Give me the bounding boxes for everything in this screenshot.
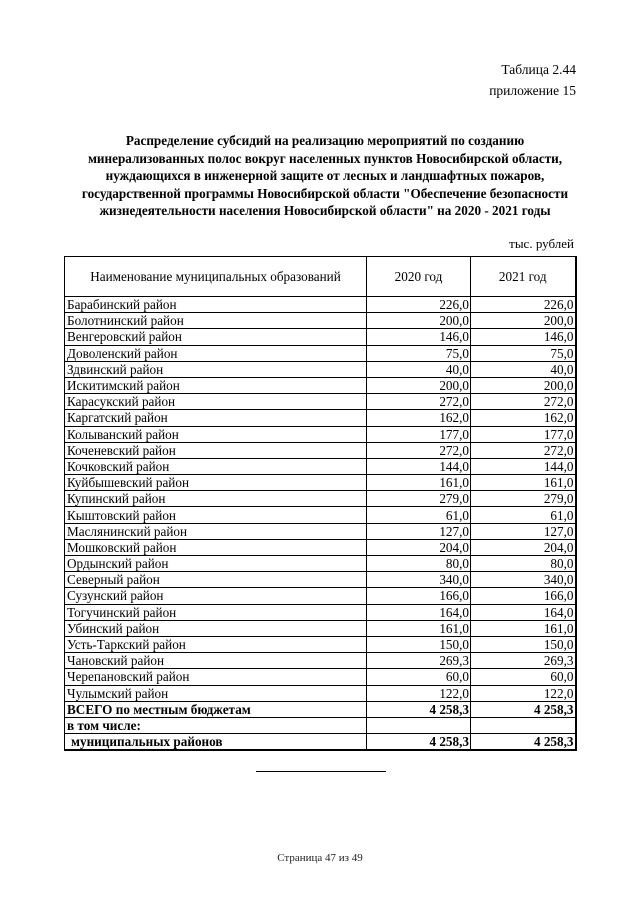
table-row [65,442,576,458]
value-2020-cell: 272,0 [367,442,471,458]
table-row [65,588,576,604]
value-2020-cell: 150,0 [367,636,471,652]
title-line: государственной программы Новосибирской области "Обеспечение безопасности [81,185,569,201]
value-2021-cell [471,717,576,733]
value-2021-cell: 162,0 [471,410,576,426]
value-2021-cell: 177,0 [471,426,576,442]
table-row [65,636,576,652]
value-2020-cell: 226,0 [367,297,471,313]
table-row [65,653,576,669]
row-name-cell: Тогучинский район [65,604,367,620]
value-2021-cell: 200,0 [471,313,576,329]
value-2020-cell: 122,0 [367,685,471,701]
table-row [65,604,576,620]
value-2021-cell: 272,0 [471,394,576,410]
value-2021-cell: 150,0 [471,636,576,652]
table-row [65,685,576,701]
row-name-cell: Убинский район [65,620,367,636]
value-2020-cell: 61,0 [367,507,471,523]
table-row [65,377,576,393]
value-2020-cell: 80,0 [367,556,471,572]
table-row [65,620,576,636]
value-2020-cell: 75,0 [367,345,471,361]
value-2020-cell: 40,0 [367,361,471,377]
document-title [60,132,590,220]
row-name-cell: Коченевский район [65,442,367,458]
value-2021-cell: 166,0 [471,588,576,604]
value-2020-cell: 166,0 [367,588,471,604]
row-name-cell: Ордынский район [65,556,367,572]
value-2020-cell: 127,0 [367,523,471,539]
row-name-cell: Кочковский район [65,458,367,474]
row-name-cell: Маслянинский район [65,523,367,539]
row-name-cell: Венгеровский район [65,329,367,345]
value-2020-cell [367,717,471,733]
value-2021-cell: 161,0 [471,475,576,491]
row-name-cell: Черепановский район [65,669,367,685]
table-row [65,701,576,717]
table-row [65,426,576,442]
value-2021-cell: 122,0 [471,685,576,701]
table-row [65,717,576,733]
row-name-cell: муниципальных районов [65,734,367,751]
value-2021-cell: 4 258,3 [471,701,576,717]
title-line: Распределение субсидий на реализацию мероприятий по созданию [125,133,525,148]
value-2020-cell: 340,0 [367,572,471,588]
value-2021-cell: 144,0 [471,458,576,474]
row-name-cell: Искитимский район [65,377,367,393]
table-row [65,313,576,329]
value-2020-cell: 279,0 [367,491,471,507]
column-header-name: Наименование муниципальных образований [65,257,367,297]
value-2020-cell: 4 258,3 [367,734,471,751]
units-label: тыс. рублей [509,236,574,251]
value-2021-cell: 204,0 [471,539,576,555]
value-2020-cell: 162,0 [367,410,471,426]
appendix-label: приложение 15 [489,83,576,98]
row-name-cell: Куйбышевский район [65,475,367,491]
table-row [65,507,576,523]
value-2020-cell: 161,0 [367,475,471,491]
value-2020-cell: 204,0 [367,539,471,555]
value-2020-cell: 60,0 [367,669,471,685]
row-name-cell: Чановский район [65,653,367,669]
row-name-cell: Каргатский район [65,410,367,426]
value-2021-cell: 164,0 [471,604,576,620]
row-name-cell: Кыштовский район [65,507,367,523]
value-2021-cell: 80,0 [471,556,576,572]
value-2021-cell: 40,0 [471,361,576,377]
value-2020-cell: 144,0 [367,458,471,474]
value-2021-cell: 146,0 [471,329,576,345]
row-name-cell: Барабинский район [65,297,367,313]
row-name-cell: в том числе: [65,717,367,733]
value-2020-cell: 4 258,3 [367,701,471,717]
table-row [65,329,576,345]
subsidy-table [64,256,577,751]
table-header-row [65,257,576,297]
value-2021-cell: 61,0 [471,507,576,523]
row-name-cell: Усть-Таркский район [65,636,367,652]
row-name-cell: Чулымский район [65,685,367,701]
table-row [65,556,576,572]
row-name-cell: Карасукский район [65,394,367,410]
table-row [65,361,576,377]
value-2021-cell: 200,0 [471,377,576,393]
value-2021-cell: 75,0 [471,345,576,361]
value-2021-cell: 4 258,3 [471,734,576,751]
table-row [65,734,576,751]
column-header-2020: 2020 год [367,257,471,297]
table-row [65,523,576,539]
value-2021-cell: 60,0 [471,669,576,685]
row-name-cell: Колыванский район [65,426,367,442]
value-2021-cell: 340,0 [471,572,576,588]
row-name-cell: Купинский район [65,491,367,507]
value-2021-cell: 127,0 [471,523,576,539]
row-name-cell: Доволенский район [65,345,367,361]
row-name-cell: Сузунский район [65,588,367,604]
table-row [65,491,576,507]
row-name-cell: Здвинский район [65,361,367,377]
column-header-2021: 2021 год [471,257,576,297]
value-2021-cell: 161,0 [471,620,576,636]
table-number: Таблица 2.44 [501,62,576,77]
value-2021-cell: 279,0 [471,491,576,507]
value-2020-cell: 272,0 [367,394,471,410]
row-name-cell: ВСЕГО по местным бюджетам [65,701,367,717]
table-row [65,669,576,685]
value-2021-cell: 226,0 [471,297,576,313]
table-row [65,572,576,588]
title-line: минерализованных полос вокруг населенных пунктов Новосибирской области, [87,150,563,166]
table-row [65,394,576,410]
value-2020-cell: 161,0 [367,620,471,636]
title-line: жизнедеятельности населения Новосибирской области" на 2020 - 2021 годы [99,203,551,219]
value-2020-cell: 164,0 [367,604,471,620]
table-row [65,410,576,426]
value-2020-cell: 200,0 [367,377,471,393]
value-2020-cell: 177,0 [367,426,471,442]
value-2020-cell: 200,0 [367,313,471,329]
value-2021-cell: 269,3 [471,653,576,669]
table-row [65,297,576,313]
value-2021-cell: 272,0 [471,442,576,458]
title-line: нуждающихся в инженерной защите от лесных и ландшафтных пожаров, [105,168,545,184]
table-row [65,475,576,491]
table-row [65,458,576,474]
row-name-cell: Болотнинский район [65,313,367,329]
row-name-cell: Мошковский район [65,539,367,555]
footnote-separator [256,771,386,772]
value-2020-cell: 269,3 [367,653,471,669]
page-number: Страница 47 из 49 [277,852,363,864]
table-row [65,345,576,361]
value-2020-cell: 146,0 [367,329,471,345]
table-row [65,539,576,555]
row-name-cell: Северный район [65,572,367,588]
